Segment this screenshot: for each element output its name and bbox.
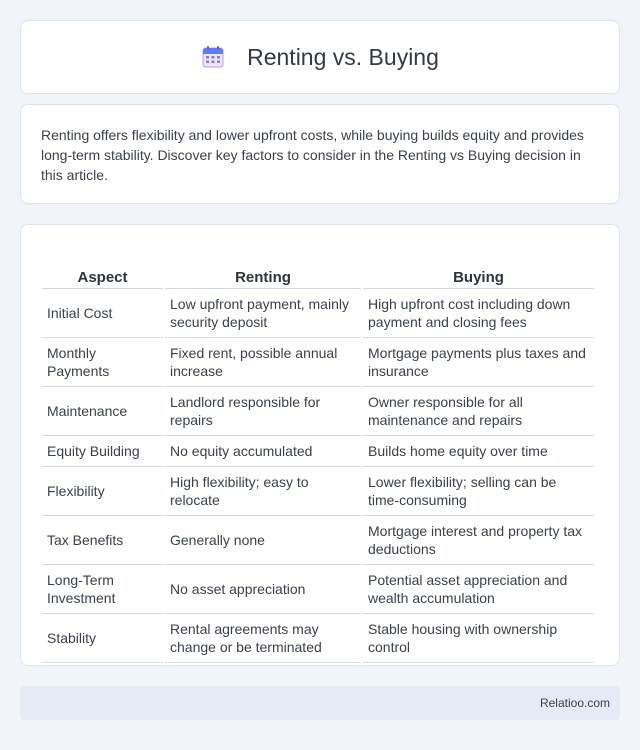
table-row <box>42 436 594 467</box>
table-row <box>42 467 594 516</box>
aspect-cell: Monthly Payments <box>42 338 163 387</box>
page-title: Renting vs. Buying <box>247 43 439 70</box>
column-header-aspect: Aspect <box>42 245 163 289</box>
footer <box>20 686 620 720</box>
table-row <box>42 565 594 614</box>
aspect-cell: Stability <box>42 614 163 663</box>
renting-cell: Landlord responsible for repairs <box>165 387 361 436</box>
table-header-row <box>42 245 594 289</box>
intro-card <box>20 104 620 204</box>
buying-cell: Builds home equity over time <box>363 436 594 467</box>
aspect-cell: Long-Term Investment <box>42 565 163 614</box>
renting-cell: Fixed rent, possible annual increase <box>165 338 361 387</box>
buying-cell: Mortgage interest and property tax deductions <box>363 516 594 565</box>
renting-cell: Generally none <box>165 516 361 565</box>
table-row <box>42 516 594 565</box>
buying-cell: High upfront cost including down payment and closing fees <box>363 289 594 338</box>
aspect-cell: Initial Cost <box>42 289 163 338</box>
buying-cell: Stable housing with ownership control <box>363 614 594 663</box>
table-row <box>42 614 594 663</box>
comparison-table <box>40 245 596 663</box>
aspect-cell: Tax Benefits <box>42 516 163 565</box>
footer-brand-link[interactable]: Relatioo.com <box>539 696 610 710</box>
buying-cell: Owner responsible for all maintenance and repairs <box>363 387 594 436</box>
aspect-cell: Maintenance <box>42 387 163 436</box>
column-header-buying: Buying <box>363 245 594 289</box>
table-row <box>42 338 594 387</box>
buying-cell: Lower flexibility; selling can be time-consuming <box>363 467 594 516</box>
renting-cell: Rental agreements may change or be terminated <box>165 614 361 663</box>
calendar-icon <box>201 45 225 69</box>
comparison-table-card <box>20 224 620 666</box>
aspect-cell: Flexibility <box>42 467 163 516</box>
buying-cell: Mortgage payments plus taxes and insurance <box>363 338 594 387</box>
renting-cell: No equity accumulated <box>165 436 361 467</box>
table-row <box>42 387 594 436</box>
aspect-cell: Equity Building <box>42 436 163 467</box>
renting-cell: High flexibility; easy to relocate <box>165 467 361 516</box>
buying-cell: Potential asset appreciation and wealth accumulation <box>363 565 594 614</box>
header-card <box>20 20 620 94</box>
table-row <box>42 289 594 338</box>
renting-cell: Low upfront payment, mainly security deposit <box>165 289 361 338</box>
intro-text: Renting offers flexibility and lower upfront costs, while buying builds equity and provides long-term stability. Discover key factors to consider in the Renting vs Buying decision in this article. <box>41 127 584 183</box>
renting-cell: No asset appreciation <box>165 565 361 614</box>
column-header-renting: Renting <box>165 245 361 289</box>
